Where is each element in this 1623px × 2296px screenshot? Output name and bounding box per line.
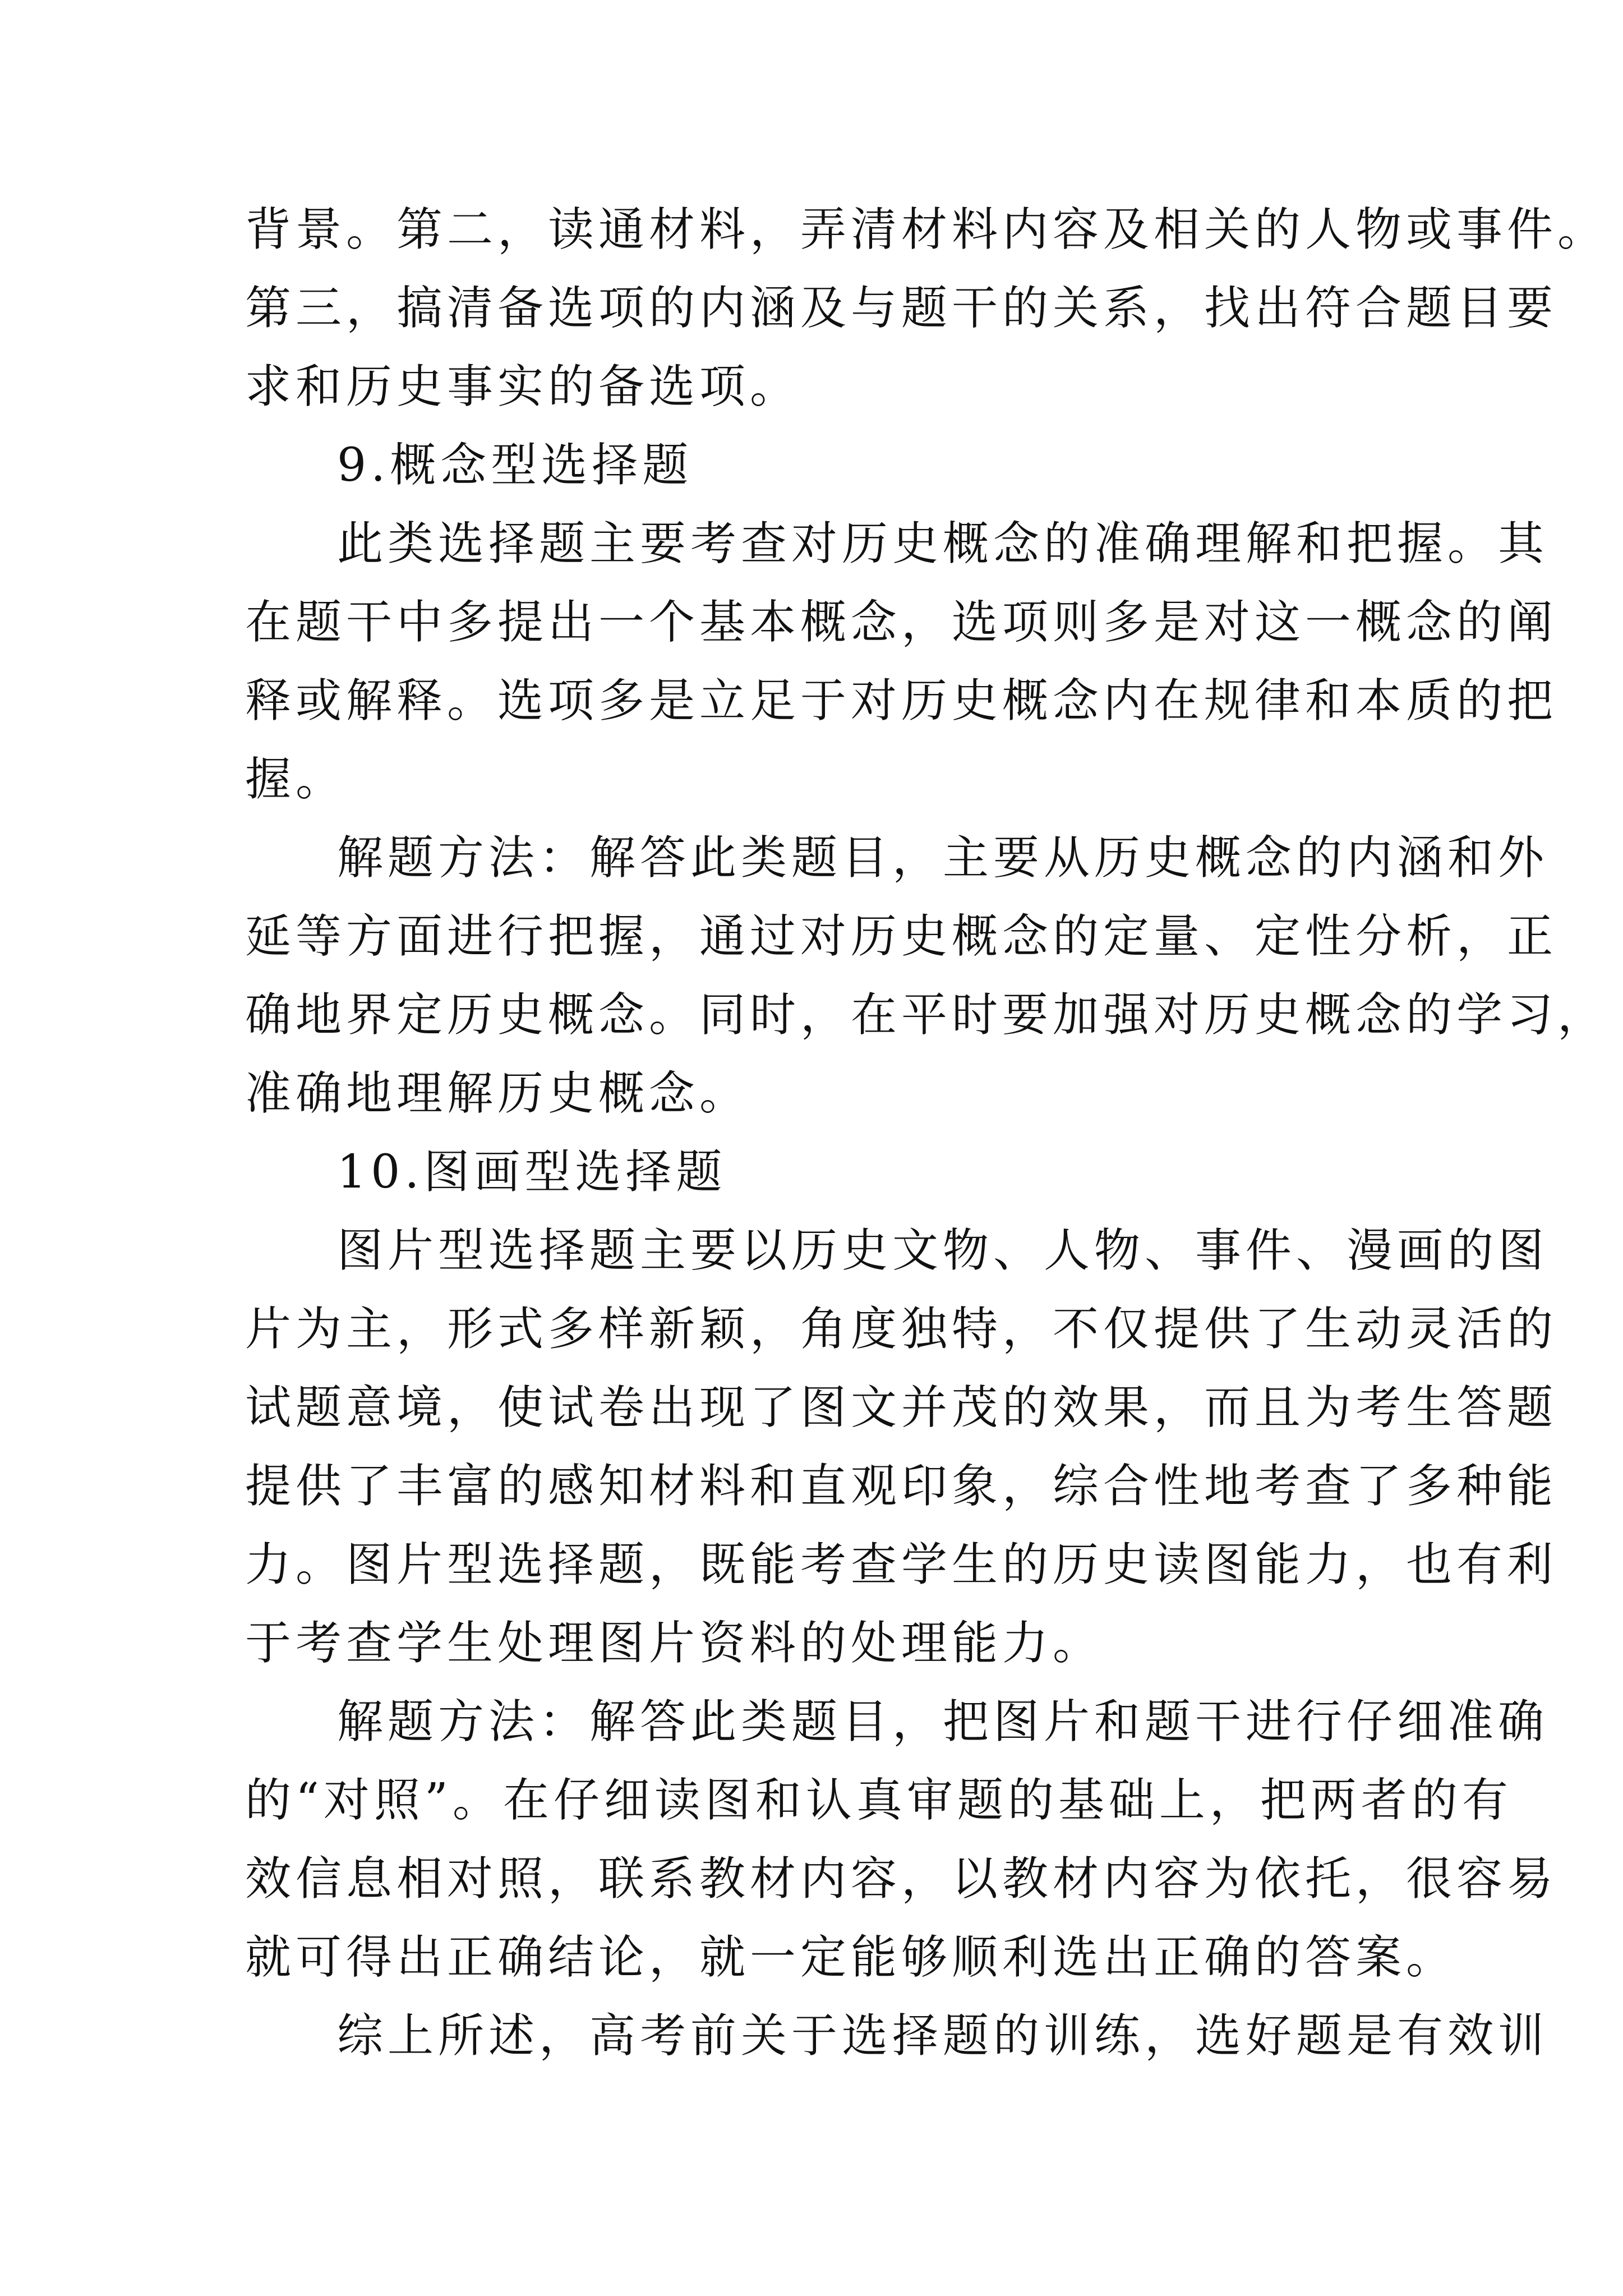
text-line: 于考查学生处理图片资料的处理能力。 [245, 1617, 1104, 1670]
document-body [245, 191, 1608, 2076]
text-line: 提供了丰富的感知材料和直观印象，综合性地考查了多种能 [245, 1460, 1558, 1513]
text-line: 综上所述，高考前关于选择题的训练，选好题是有效训 [337, 2009, 1549, 2063]
text-line: 图片型选择题主要以历史文物、人物、事件、漫画的图 [337, 1224, 1549, 1277]
text-line: 求和历史事实的备选项。 [245, 360, 801, 413]
text-line: 片为主，形式多样新颖，角度独特，不仅提供了生动灵活的 [245, 1303, 1558, 1356]
section-heading: 9.概念型选择题 [337, 439, 693, 492]
section-heading: 10.图画型选择题 [337, 1145, 727, 1199]
text-line: 延等方面进行把握，通过对历史概念的定量、定性分析，正 [245, 910, 1558, 963]
text-line: 的“对照”。在仔细读图和认真审题的基础上，把两者的有 [245, 1774, 1513, 1827]
text-line: 解题方法：解答此类题目，把图片和题干进行仔细准确 [337, 1695, 1549, 1749]
text-line: 释或解释。选项多是立足于对历史概念内在规律和本质的把 [245, 674, 1558, 728]
text-line: 试题意境，使试卷出现了图文并茂的效果，而且为考生答题 [245, 1381, 1558, 1434]
text-line: 在题干中多提出一个基本概念，选项则多是对这一概念的阐 [245, 596, 1558, 649]
text-line: 准确地理解历史概念。 [245, 1067, 750, 1120]
text-line: 效信息相对照，联系教材内容，以教材内容为依托，很容易 [245, 1852, 1558, 1906]
text-line: 第三，搞清备选项的内涵及与题干的关系，找出符合题目要 [245, 282, 1558, 335]
text-line: 解题方法：解答此类题目，主要从历史概念的内涵和外 [337, 831, 1549, 885]
text-line: 此类选择题主要考查对历史概念的准确理解和把握。其 [337, 517, 1549, 570]
text-line: 背景。第二，读通材料，弄清材料内容及相关的人物或事件。 [245, 203, 1608, 256]
text-line: 握。 [245, 753, 347, 806]
text-line: 力。图片型选择题，既能考查学生的历史读图能力，也有利 [245, 1538, 1558, 1591]
text-line: 就可得出正确结论，就一定能够顺利选出正确的答案。 [245, 1931, 1457, 1984]
text-line: 确地界定历史概念。同时，在平时要加强对历史概念的学习， [245, 988, 1608, 1042]
